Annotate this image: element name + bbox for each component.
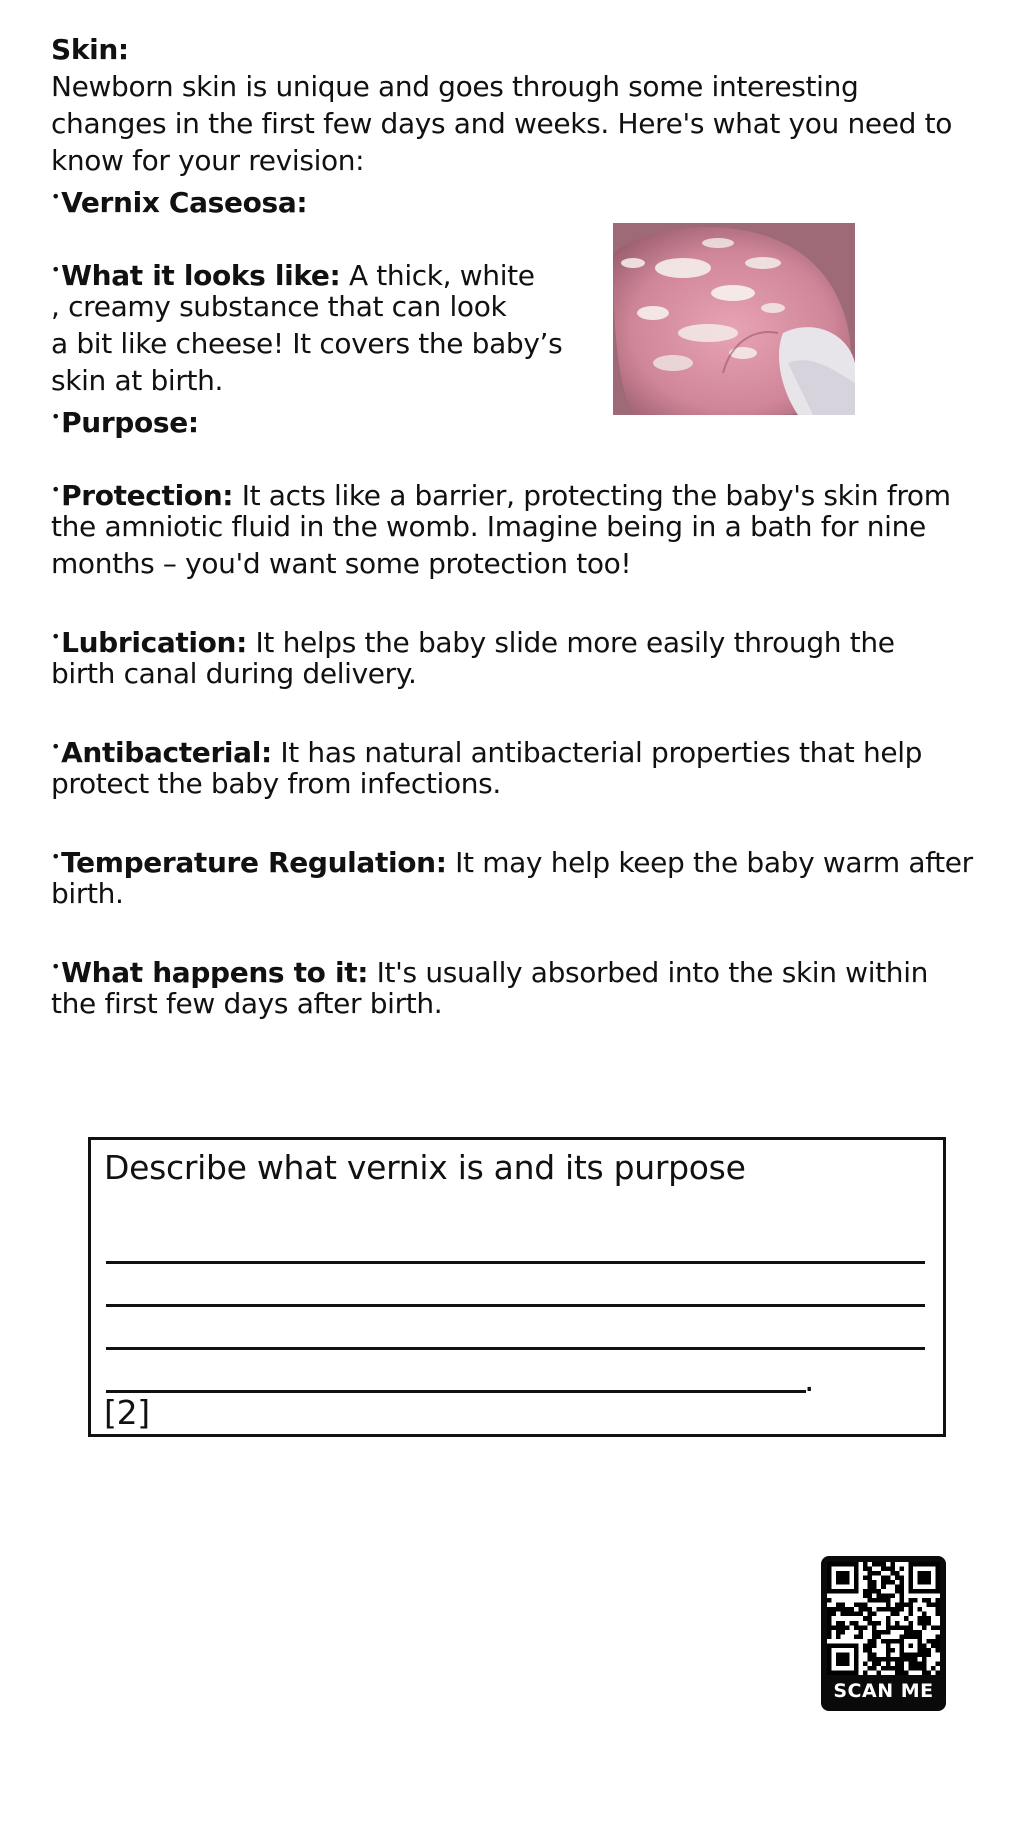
bullet-icon: • <box>51 260 61 279</box>
purpose-line: months – you'd want some protection too! <box>51 547 632 580</box>
purpose-text: It acts like a barrier, protecting the baby's skin from <box>233 479 951 512</box>
marks-label: [2] <box>104 1393 150 1432</box>
purpose-text: It may help keep the baby warm after <box>446 846 973 879</box>
purpose-line: birth. <box>51 877 124 910</box>
purpose-label: Antibacterial: <box>61 736 272 769</box>
bullet-icon: • <box>51 957 61 976</box>
bullet-icon: • <box>51 480 61 499</box>
purpose-item-protection <box>51 472 951 514</box>
purpose-item-temperature <box>51 839 973 881</box>
bullet-icon: • <box>51 407 61 426</box>
purpose-text: It has natural antibacterial properties that help <box>271 736 923 769</box>
answer-end-mark: . <box>804 1360 815 1399</box>
question-box <box>88 1137 946 1437</box>
qr-code-icon <box>827 1562 940 1675</box>
intro-line-2: changes in the first few days and weeks. Here's what you need to <box>51 107 953 140</box>
purpose-line: the amniotic fluid in the womb. Imagine being in a bath for nine <box>51 510 926 543</box>
scan-me-label: SCAN ME <box>833 1680 934 1702</box>
question-prompt: Describe what vernix is and its purpose <box>104 1148 746 1187</box>
purpose-item-what-happens <box>51 949 928 991</box>
purpose-label: What happens to it: <box>61 956 369 989</box>
looks-line-3: a bit like cheese! It covers the baby’s <box>51 327 563 360</box>
bullet-icon: • <box>51 627 61 646</box>
purpose-item-antibacterial <box>51 729 922 771</box>
vernix-heading <box>51 179 307 221</box>
looks-text: A thick, white <box>340 259 535 292</box>
intro-line-3: know for your revision: <box>51 144 365 177</box>
section-heading: Skin: <box>51 33 129 66</box>
looks-label: What it looks like: <box>61 259 341 292</box>
purpose-line: the first few days after birth. <box>51 987 443 1020</box>
purpose-label: Lubrication: <box>61 626 247 659</box>
answer-line-4[interactable] <box>106 1390 806 1393</box>
bullet-icon: • <box>51 847 61 866</box>
answer-line-2[interactable] <box>106 1304 925 1307</box>
purpose-item-lubrication <box>51 619 895 661</box>
looks-line-2: , creamy substance that can look <box>51 290 507 323</box>
answer-line-1[interactable] <box>106 1261 925 1264</box>
looks-line-4: skin at birth. <box>51 364 224 397</box>
purpose-text: It's usually absorbed into the skin within <box>368 956 929 989</box>
answer-line-3[interactable] <box>106 1347 925 1350</box>
purpose-title: Purpose: <box>61 406 199 439</box>
looks-line-1 <box>51 252 535 294</box>
vernix-title: Vernix Caseosa: <box>61 186 308 219</box>
purpose-heading <box>51 399 199 441</box>
vernix-photo <box>613 223 855 415</box>
purpose-label: Temperature Regulation: <box>61 846 447 879</box>
bullet-icon: • <box>51 187 61 206</box>
bullet-icon: • <box>51 737 61 756</box>
purpose-line: birth canal during delivery. <box>51 657 417 690</box>
purpose-line: protect the baby from infections. <box>51 767 501 800</box>
qr-code-badge[interactable] <box>821 1556 946 1711</box>
intro-line-1: Newborn skin is unique and goes through some interesting <box>51 70 859 103</box>
purpose-label: Protection: <box>61 479 234 512</box>
purpose-text: It helps the baby slide more easily through the <box>246 626 895 659</box>
